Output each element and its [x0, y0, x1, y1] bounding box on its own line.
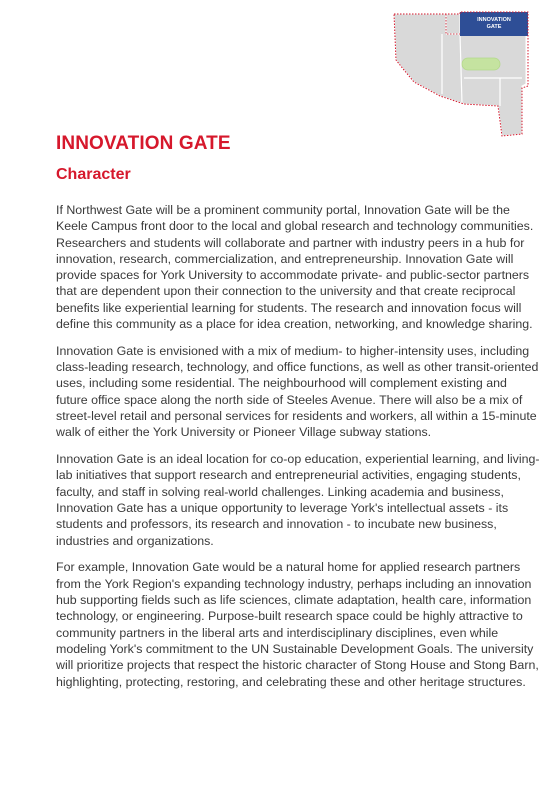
key-map-graphic [390, 8, 530, 140]
section-subtitle: Character [56, 166, 131, 183]
body-text [56, 202, 540, 700]
green-space [462, 58, 500, 70]
paragraph: If Northwest Gate will be a prominent community portal, Innovation Gate will be the Keele Campus front door to the local and global research and technology communities. Researchers and students will collaborate and partner with industry peers in a hub for innovation, research, commercialization, and entrepreneurship. Innovation Gate will provide spaces for York University to accommodate private- and public-sector partners that are dependent upon their connection to the university and that create reciprocal benefits like experiential learning for students. The research and innovation focus will define this community as a place for idea creation, networking, and knowledge sharing. [56, 203, 534, 332]
map-label-line2: GATE [486, 24, 502, 30]
campus-key-map [390, 8, 530, 140]
map-label-line1: INNOVATION [477, 17, 511, 23]
page-title: INNOVATION GATE [56, 133, 231, 154]
paragraph: For example, Innovation Gate would be a natural home for applied research partners from the York Region's expanding technology industry, perhaps including an innovation hub supporting fields such as life sciences, climate adaptation, health care, information technology, or engineering. Purpose-built research space could be highly attractive to community partners in the liberal arts and interdisciplinary disciplines, even while modeling York's commitment to the UN Sustainable Development Goals. The university will prioritize projects that respect the historic character of Stong House and Stong Barn, highlighting, protecting, restoring, and celebrating these and other heritage structures. [56, 560, 539, 689]
paragraph: Innovation Gate is an ideal location for co-op education, experiential learning, and living-lab initiatives that support research and entrepreneurial activities, engaging students, faculty, and staff in solving real-world challenges. Linking academia and business, Innovation Gate has a unique opportunity to leverage York's intellectual assets - its students and professors, its research and innovation - to incubate new business, industries and organizations. [56, 452, 540, 548]
paragraph: Innovation Gate is envisioned with a mix of medium- to higher-intensity uses, including class-leading research, technology, and office functions, as well as other transit-oriented uses, including some residential. The neighbourhood will complement existing and future office space along the north side of Steeles Avenue. There will also be a mix of street-level retail and personal services for residents and workers, all within a 15-minute walk of either the York University or Pioneer Village subway stations. [56, 343, 539, 440]
